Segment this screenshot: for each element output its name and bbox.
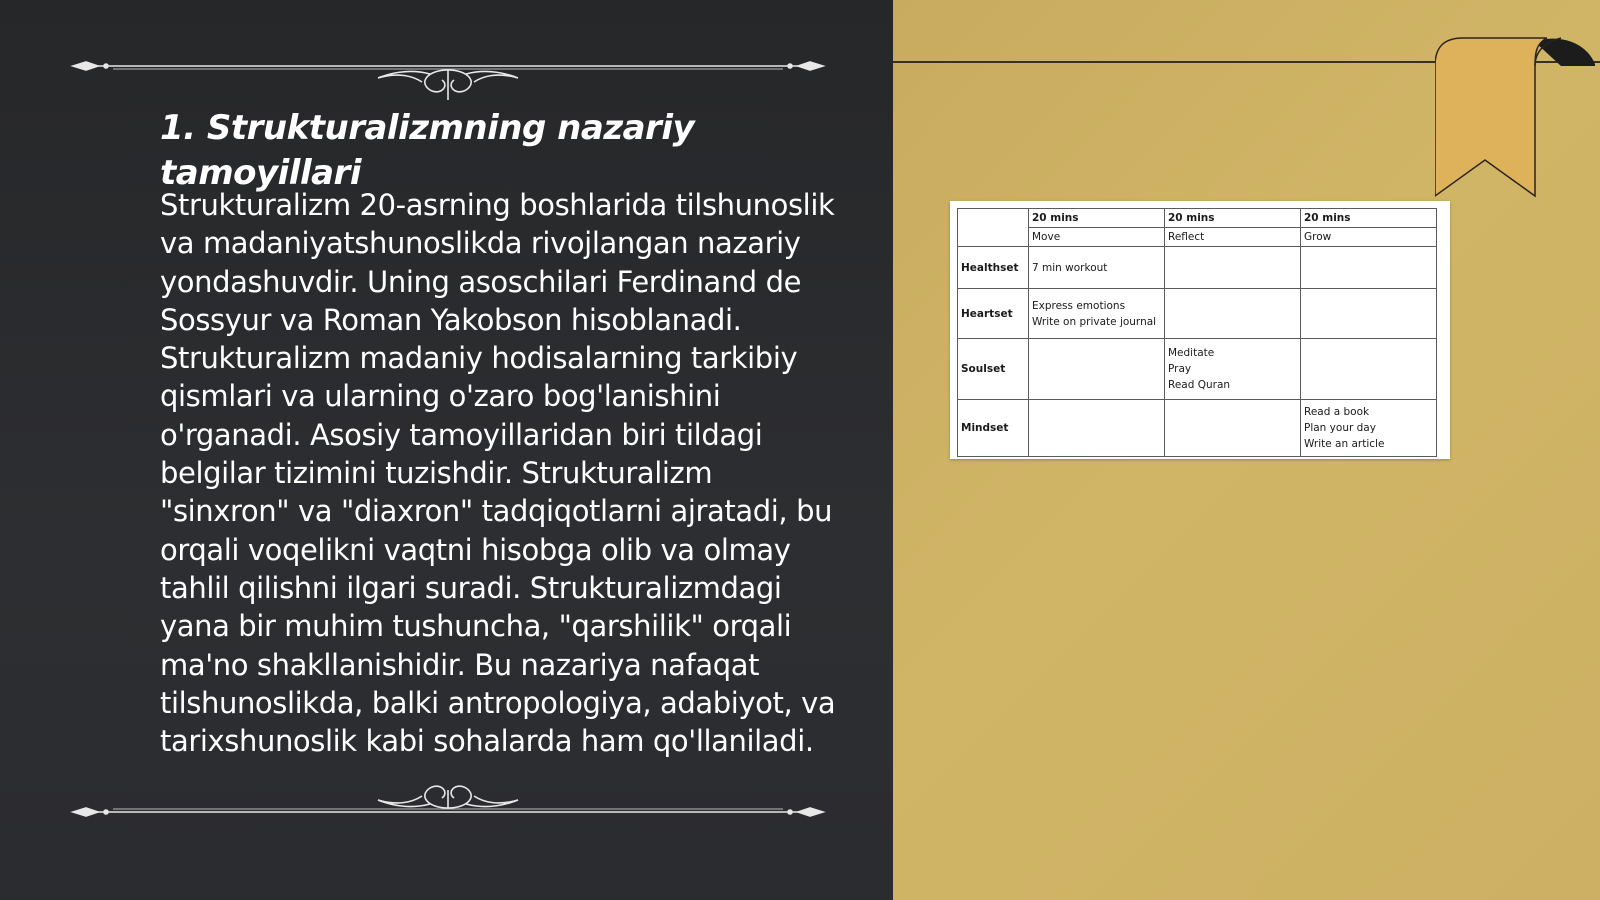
- row-label: Heartset: [958, 289, 1029, 339]
- table-cell: [1029, 339, 1165, 400]
- cell-line: Write an article: [1304, 438, 1385, 450]
- row-label: Healthset: [958, 247, 1029, 289]
- cell-line: Plan your day: [1304, 422, 1376, 434]
- table-cell: [1301, 339, 1437, 400]
- schedule-table: [957, 208, 1437, 457]
- slide-body-text: Strukturalizm 20-asrning boshlarida tilshunoslik va madaniyatshunoslikda rivojlangan nazariy yondashuvdir. Uning asoschilari Ferdinand de Sossyur va Roman Yakobson hisoblanadi. Strukturalizm madaniy hodisalarning tarkibiy qismlari va ularning o'zaro bog'lanishini o'rganadi. Asosiy tamoyillaridan biri tildagi belgilar tizimini tuzishdir. Strukturalizm "sinxron" va "diaxron" tadqiqotlarni ajratadi, bu orqali voqelikni vaqtni hisobga olib va olmay tahlil qilishni ilgari suradi. Strukturalizmdagi yana bir muhim tushuncha, "qarshilik" orqali ma'no shakllanishidir. Bu nazariya nafaqat tilshunoslikda, balki antropologiya, adabiyot, va tarixshunoslik kabi sohalarda ham qo'llaniladi.: [160, 188, 836, 759]
- table-cell: [1029, 400, 1165, 457]
- column-label: Move: [1029, 228, 1165, 247]
- cell-line: Read Quran: [1168, 379, 1231, 391]
- schedule-table-card: [950, 201, 1450, 459]
- cell-line: Write on private journal: [1032, 315, 1157, 328]
- row-label: Mindset: [958, 400, 1029, 457]
- table-cell: [1165, 247, 1301, 289]
- table-cell: [1029, 289, 1165, 339]
- top-divider-icon: [68, 40, 828, 100]
- table-cell: [1301, 400, 1437, 457]
- table-cell: [1165, 289, 1301, 339]
- table-cell: [1165, 339, 1301, 400]
- cell-line: Read a book: [1304, 406, 1370, 418]
- slide-title: 1. Strukturalizmning nazariy tamoyillari: [160, 108, 695, 193]
- bottom-divider-icon: [68, 778, 828, 838]
- table-cell: [1029, 247, 1165, 289]
- table-corner-cell: [958, 209, 1029, 247]
- column-label: Reflect: [1165, 228, 1301, 247]
- cell-line: Meditate: [1168, 347, 1215, 359]
- row-label: Soulset: [958, 339, 1029, 400]
- table-cell: [1165, 400, 1301, 457]
- column-duration: 20 mins: [1029, 209, 1165, 228]
- column-label: Grow: [1301, 228, 1437, 247]
- cell-line: Pray: [1168, 363, 1192, 375]
- cell-line: 7 min workout: [1032, 261, 1108, 274]
- column-duration: 20 mins: [1165, 209, 1301, 228]
- table-cell: [1301, 289, 1437, 339]
- table-cell: [1301, 247, 1437, 289]
- bookmark-ribbon-icon: [1435, 36, 1595, 201]
- cell-line: Express emotions: [1032, 299, 1126, 312]
- column-duration: 20 mins: [1301, 209, 1437, 228]
